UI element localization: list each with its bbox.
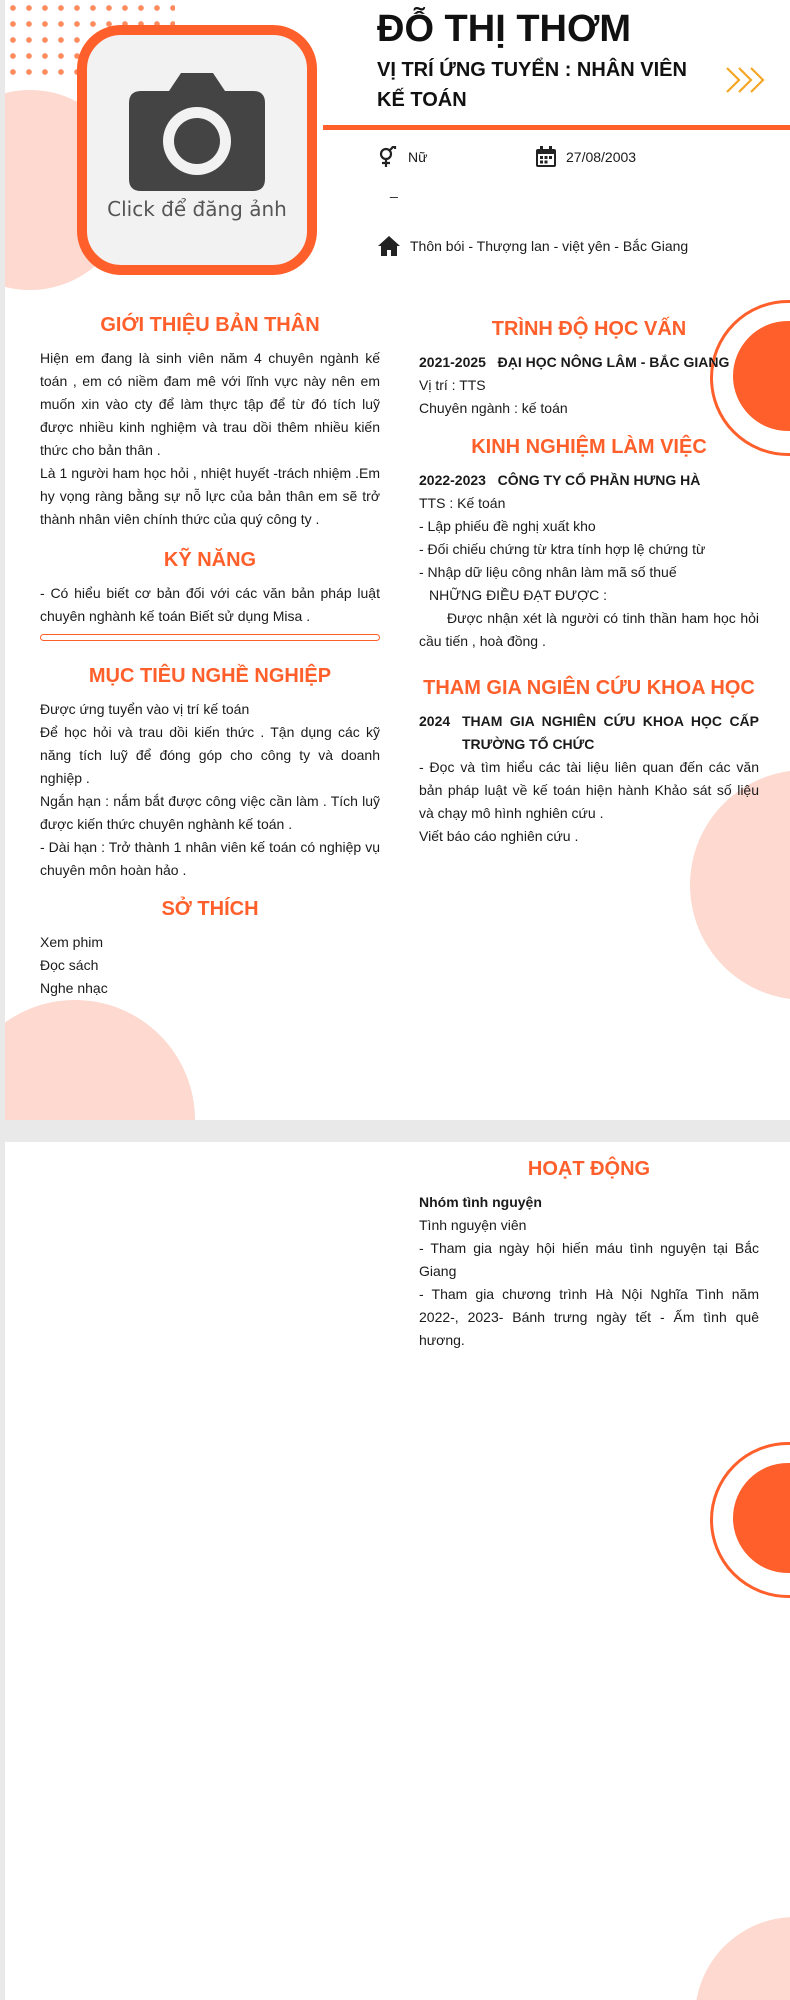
education-period: 2021-2025 [419, 354, 486, 370]
goals-line: Để học hỏi và trau dồi kiến thức . Tận dụng các kỹ năng tích luỹ để đóng góp cho công ty và doanh nghiệp . [40, 724, 380, 786]
address-field [377, 235, 688, 257]
position-line: VỊ TRÍ ỨNG TUYỂN : NHÂN VIÊN [377, 59, 687, 81]
home-icon [377, 235, 401, 257]
skills-text: - Có hiểu biết cơ bản đối với các văn bản pháp luật chuyên nghành kế toán Biết sử dụng Misa . [40, 585, 380, 624]
education-school: ĐẠI HỌC NÔNG LÂM - BẮC GIANG [497, 354, 730, 370]
experience-role: TTS : Kế toán [419, 495, 506, 511]
experience-entry [419, 469, 759, 492]
education-role: Vị trí : TTS [419, 377, 486, 393]
position-line: KẾ TOÁN [377, 89, 467, 111]
hobby-item: Xem phim [40, 934, 104, 950]
about-paragraph: Hiện em đang là sinh viên năm 4 chuyên ngành kế toán , em có niềm đam mê với lĩnh vực này nên em muốn xin vào cty để làm thực tập để từ đó tích luỹ được nhiều kinh nghiệm và trau dồi thêm nhiều kiến thức cho bản thân . [40, 350, 380, 458]
research-title: THAM GIA NGIÊN CỨU KHOA HỌC [423, 677, 755, 699]
achievements-label: NHỮNG ĐIỀU ĐẠT ĐƯỢC : [429, 587, 608, 603]
camera-icon [129, 73, 265, 191]
research-report: Viết báo cáo nghiên cứu . [419, 828, 579, 844]
goals-title: MỤC TIÊU NGHỀ NGHIỆP [88, 665, 332, 687]
activities-item: - Tham gia ngày hội hiến máu tình nguyện tại Bắc Giang [419, 1240, 759, 1279]
decor-circle [695, 1917, 790, 2000]
experience-task: - Đối chiếu chứng từ ktra tính hợp lệ chứng từ [419, 541, 706, 557]
hobbies-title: SỞ THÍCH [161, 898, 259, 920]
experience-task: - Lập phiếu đề nghị xuất kho [419, 518, 596, 534]
goals-line: - Dài hạn : Trở thành 1 nhân viên kế toán có nghiệp vụ chuyên môn hoàn hảo . [40, 839, 380, 878]
left-column [40, 312, 380, 1000]
address-value: Thôn bói - Thượng lan - việt yên - Bắc Giang [410, 238, 689, 254]
experience-task: - Nhập dữ liệu công nhân làm mã số thuế [419, 564, 677, 580]
about-paragraph: Là 1 người ham học hỏi , nhiệt huyết -trách nhiệm .Em hy vọng ràng bằng sự nỗ lực của bản thân em sẽ trở thành nhân viên chính thức của quý công ty . [40, 465, 380, 527]
hobby-item: Đọc sách [40, 957, 99, 973]
achievements-text: Được nhận xét là người có tinh thần ham học hỏi cầu tiến , hoà đồng . [419, 610, 759, 649]
activities-title: HOẠT ĐỘNG [527, 1158, 651, 1180]
activities-item: - Tham gia chương trình Hà Nội Nghĩa Tình năm 2022-, 2023- Bánh trưng ngày tết - Ấm tình quê hương. [419, 1286, 759, 1348]
phone-value: _ [390, 182, 398, 198]
decor-circle [5, 1000, 195, 1120]
goals-line: Ngắn hạn : nắm bắt được công việc cần làm . Tích luỹ được kiến thức chuyên nghành kế toán . [40, 793, 380, 832]
activities-group: Nhóm tình nguyện [419, 1194, 542, 1210]
about-title: GIỚI THIỆU BẢN THÂN [100, 314, 320, 336]
research-project: THAM GIA NGHIÊN CỨU KHOA HỌC CẤP TRƯỜNG TỔ CHỨC [462, 713, 759, 752]
education-entry [419, 351, 759, 374]
experience-title: KINH NGHIỆM LÀM VIỆC [471, 436, 707, 458]
gender-value: Nữ [408, 149, 428, 165]
education-major: Chuyên ngành : kế toán [419, 400, 568, 416]
phone-placeholder [390, 182, 398, 198]
experience-company: CÔNG TY CỔ PHẦN HƯNG HÀ [497, 472, 701, 488]
right-column [419, 316, 759, 848]
skill-level-bar [40, 634, 380, 641]
activities-section [419, 1156, 759, 1352]
photo-upload[interactable] [77, 25, 317, 275]
hobby-item: Nghe nhạc [40, 980, 108, 996]
candidate-name: ĐỖ THỊ THƠM [377, 8, 632, 50]
calendar-icon [535, 146, 557, 168]
chevrons-icon [725, 65, 767, 95]
experience-period: 2022-2023 [419, 472, 486, 488]
skills-title: KỸ NĂNG [163, 549, 257, 571]
research-year: 2024 [419, 713, 451, 729]
goals-line: Được ứng tuyển vào vị trí kế toán [40, 701, 250, 717]
gender-field [377, 146, 427, 168]
activities-role: Tình nguyện viên [419, 1217, 527, 1233]
research-entry [419, 710, 759, 756]
birthday-value: 27/08/2003 [566, 149, 637, 165]
education-title: TRÌNH ĐỘ HỌC VẤN [491, 318, 687, 340]
applied-position [377, 55, 687, 115]
header-divider [323, 125, 790, 130]
photo-caption: Click để đăng ảnh [107, 197, 287, 221]
cv-page-1 [5, 0, 790, 1120]
cv-page-2 [5, 1142, 790, 2000]
research-desc: - Đọc và tìm hiểu các tài liệu liên quan đến các văn bản pháp luật về kế toán hiện hành Khảo sát số liệu và chạy mô hình nghiên cứu . [419, 759, 759, 821]
gender-icon [377, 146, 399, 168]
birthday-field [535, 146, 636, 168]
